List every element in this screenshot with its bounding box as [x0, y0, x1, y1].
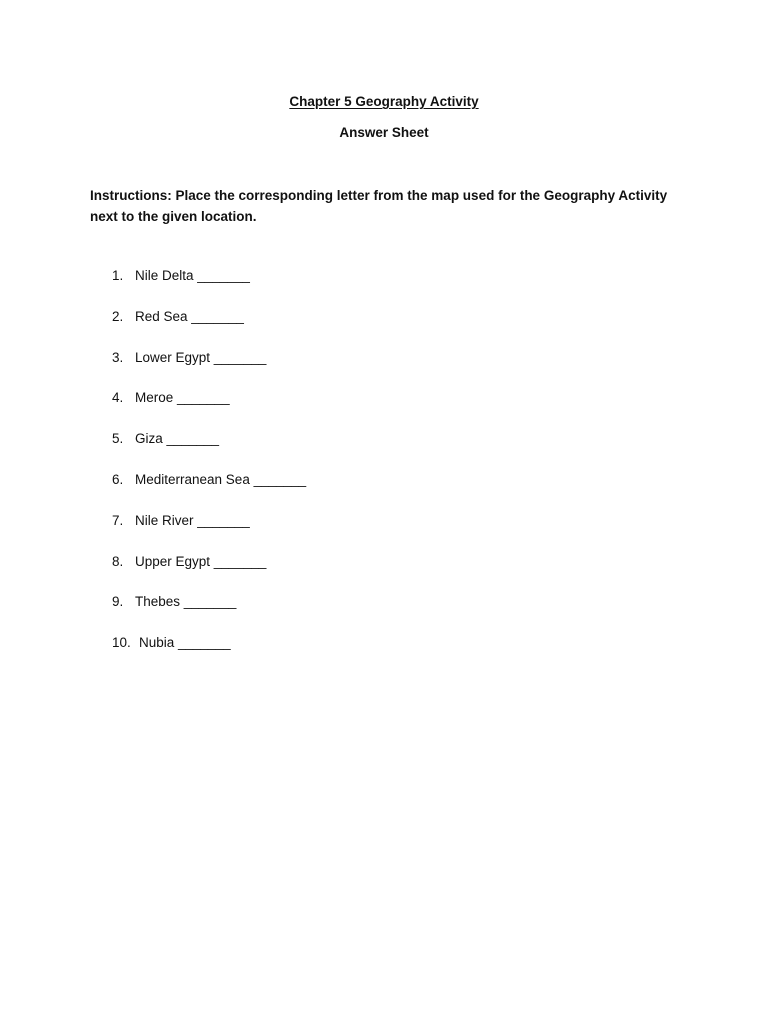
item-label: Red Sea _______ — [135, 308, 244, 324]
item-label: Nile River _______ — [135, 512, 250, 528]
item-label: Nile Delta _______ — [135, 268, 250, 283]
instructions-text: Instructions: Place the corresponding letter from the map used for the Geography Activity next to the given location. — [90, 188, 668, 224]
list-item — [0, 513, 768, 554]
list-item — [0, 472, 768, 513]
list-item — [0, 350, 768, 391]
list-item — [0, 309, 768, 350]
item-number: 10. — [112, 635, 131, 651]
list-item — [0, 390, 768, 431]
list-item — [0, 268, 768, 309]
item-label: Thebes _______ — [135, 594, 237, 610]
item-label: Giza _______ — [135, 431, 220, 447]
item-label: Nubia _______ — [139, 635, 231, 651]
item-number: 9. — [112, 594, 124, 610]
item-number: 1. — [112, 268, 124, 283]
item-label: Meroe _______ — [135, 390, 230, 406]
page-subtitle: Answer Sheet — [339, 125, 429, 140]
item-number: 8. — [112, 553, 124, 569]
list-item — [0, 554, 768, 595]
item-number: 7. — [112, 512, 124, 528]
item-label: Mediterranean Sea _______ — [135, 471, 307, 487]
list-item — [0, 635, 768, 676]
item-label: Upper Egypt _______ — [135, 553, 267, 569]
item-number: 2. — [112, 308, 124, 324]
list-item — [0, 431, 768, 472]
item-number: 3. — [112, 349, 124, 365]
item-number: 6. — [112, 471, 124, 487]
page-title: Chapter 5 Geography Activity — [289, 94, 479, 109]
item-number: 5. — [112, 431, 124, 447]
list-item — [0, 594, 768, 635]
item-number: 4. — [112, 390, 124, 406]
item-label: Lower Egypt _______ — [135, 349, 267, 365]
location-list — [0, 268, 768, 676]
